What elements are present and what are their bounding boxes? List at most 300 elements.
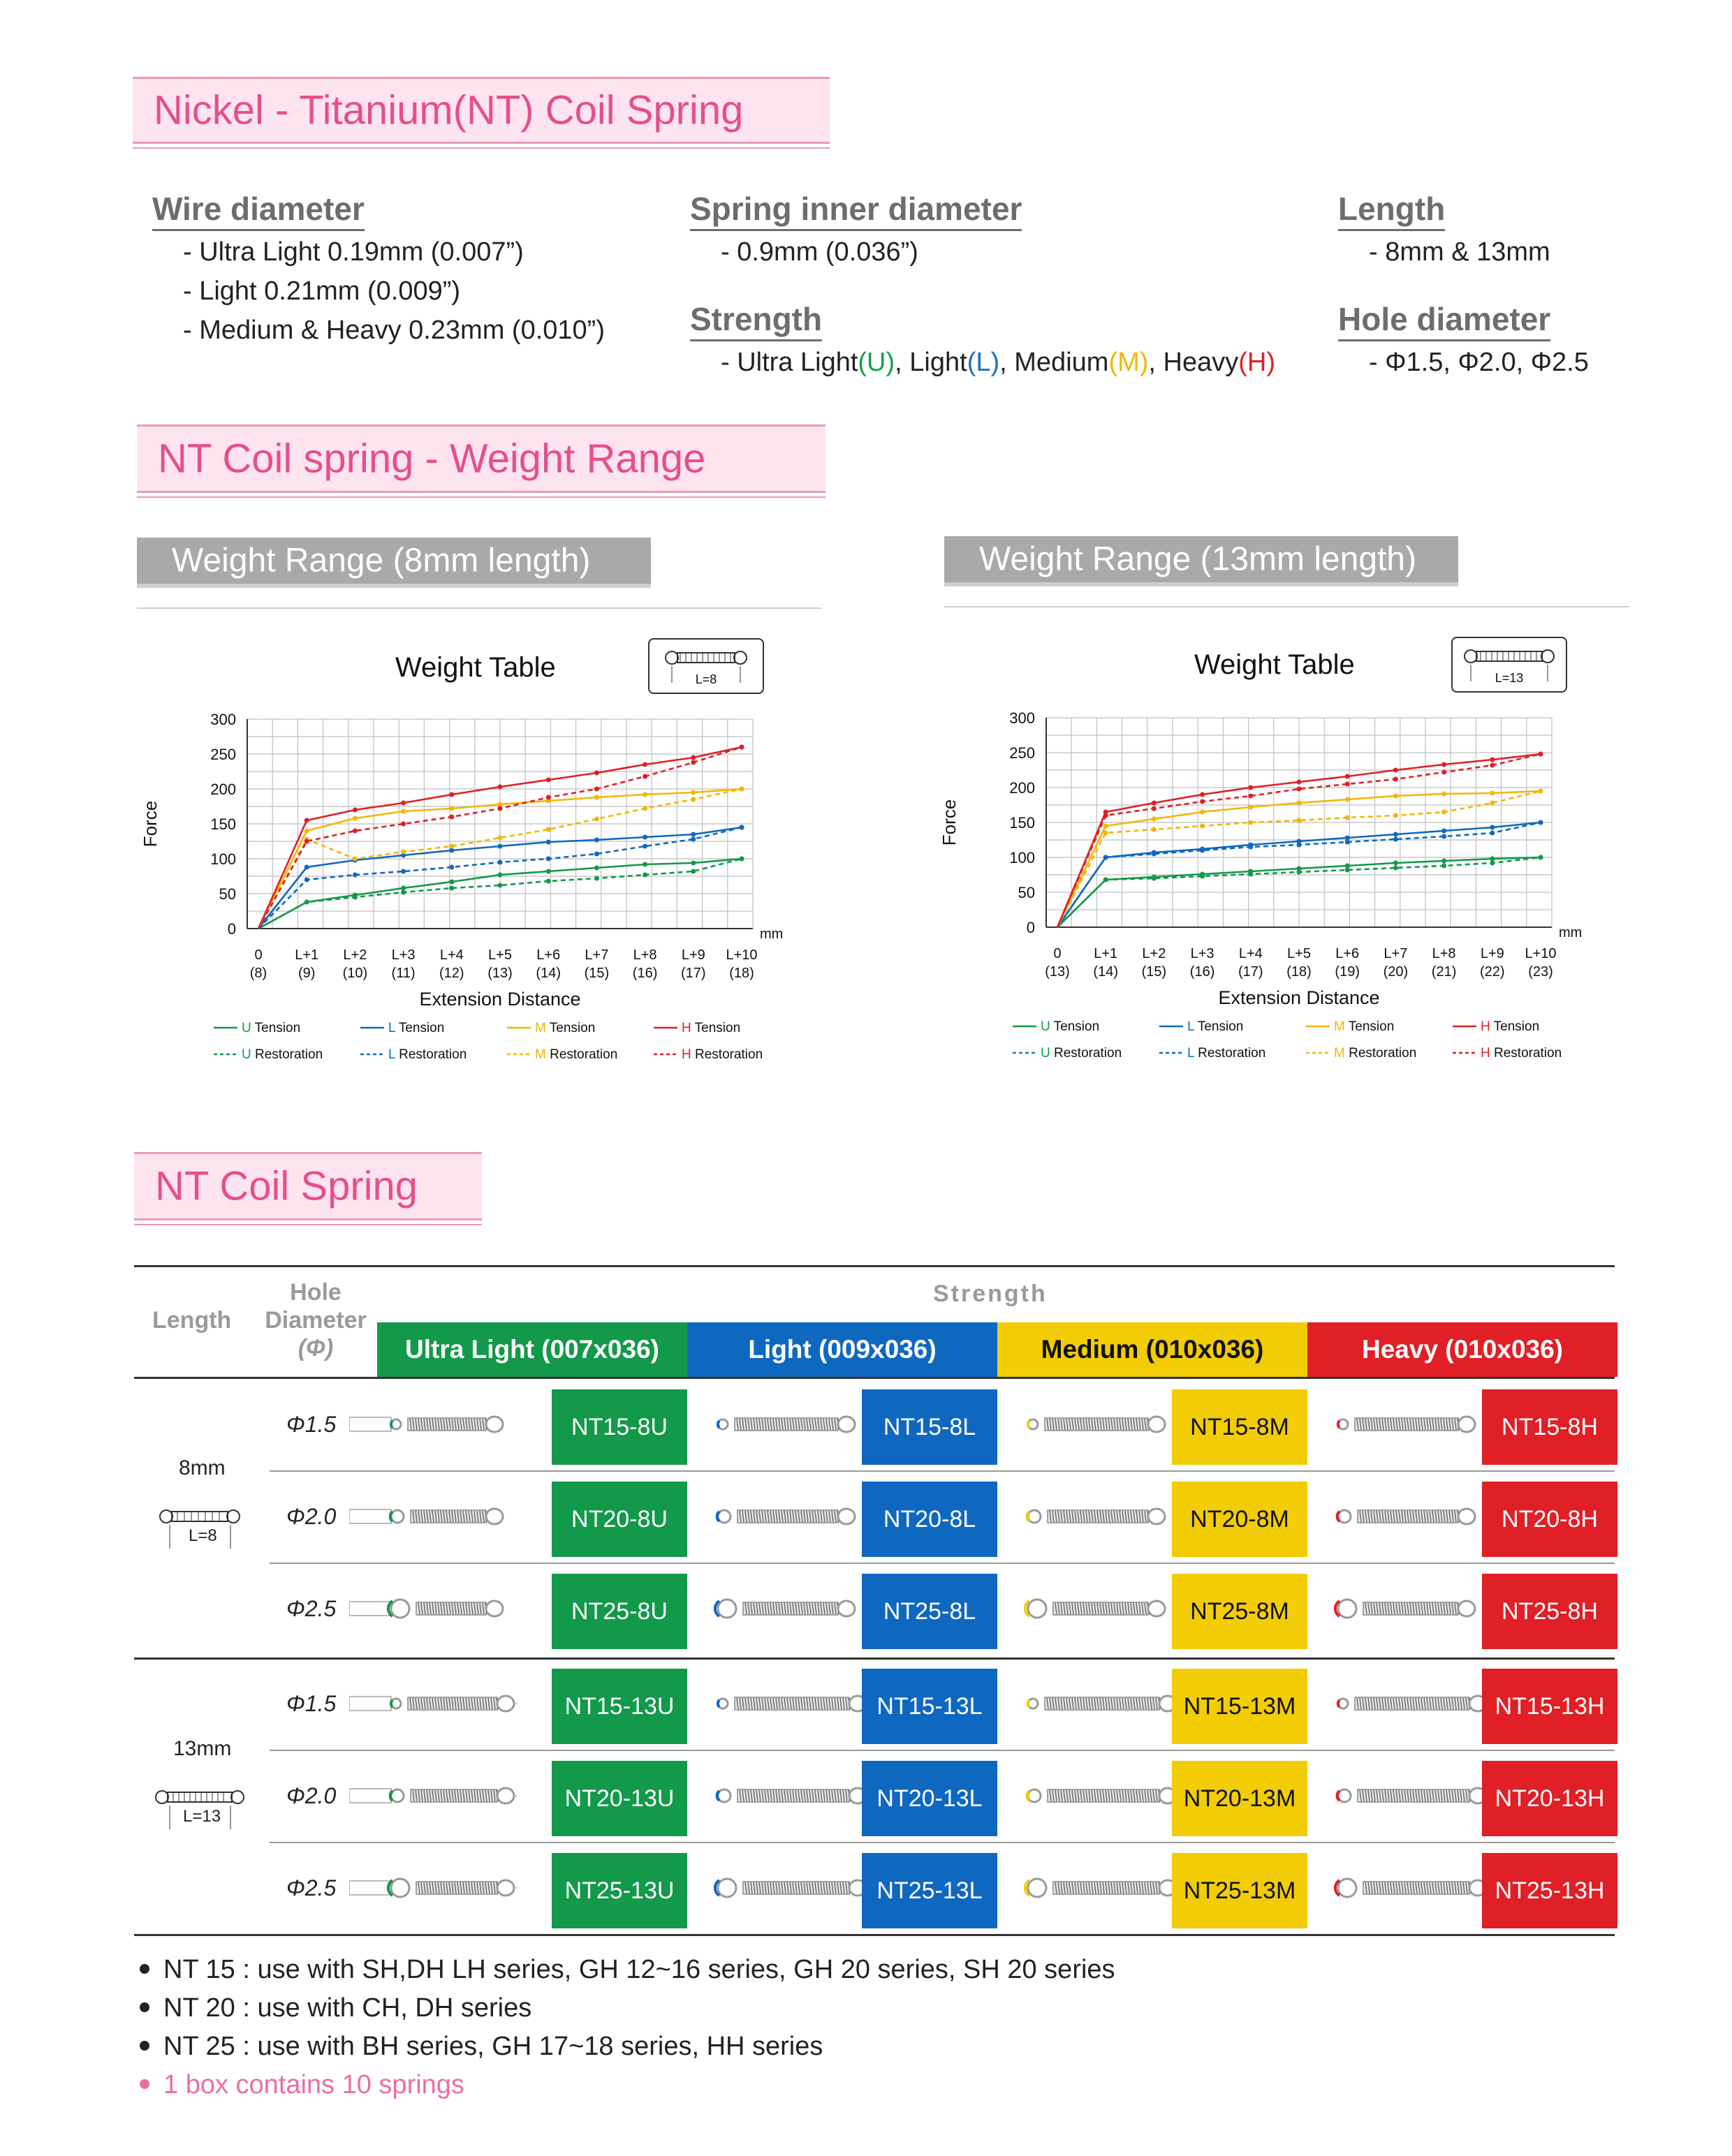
data-point-M bbox=[353, 816, 358, 821]
x-tick-label: L+5 bbox=[1287, 946, 1311, 961]
x-subtick-label: (11) bbox=[391, 966, 416, 981]
weight-chart-8mm bbox=[137, 698, 835, 1089]
data-point-M bbox=[1200, 824, 1205, 829]
length-13-caption: L=13 bbox=[183, 1807, 221, 1826]
data-point-H bbox=[546, 795, 551, 800]
data-point-M bbox=[1345, 797, 1350, 802]
product-code-M: NT25-13M bbox=[1172, 1853, 1307, 1928]
inner-diameter-heading: Spring inner diameter bbox=[690, 190, 1022, 231]
data-point-L bbox=[1103, 855, 1108, 860]
table-bottom-rule bbox=[134, 1934, 1615, 1936]
y-tick-label: 150 bbox=[210, 815, 236, 833]
spring-illustration bbox=[1011, 1757, 1186, 1832]
data-point-L bbox=[1248, 845, 1253, 850]
y-tick-label: 250 bbox=[210, 746, 236, 763]
legend-label: L Restoration bbox=[1187, 1046, 1266, 1061]
x-subtick-label: (17) bbox=[681, 966, 706, 981]
data-point-L bbox=[1152, 852, 1157, 857]
row-divider bbox=[270, 1842, 1615, 1843]
data-point-H bbox=[546, 778, 551, 783]
product-code-H: NT20-8H bbox=[1482, 1482, 1617, 1557]
hole-diameter-label: Φ2.5 bbox=[286, 1875, 337, 1900]
spring-illustration bbox=[1321, 1664, 1496, 1740]
chart-title: Weight Table bbox=[1194, 649, 1355, 680]
data-point-M bbox=[594, 817, 599, 822]
length-13mm-label: 13mm bbox=[173, 1737, 232, 1760]
product-code-U: NT20-8U bbox=[552, 1482, 687, 1557]
data-point-H bbox=[449, 815, 454, 820]
data-point-H bbox=[353, 829, 358, 834]
hole-column-header-2: Diameter bbox=[265, 1307, 367, 1334]
data-point-L bbox=[1490, 825, 1495, 830]
data-point-M bbox=[401, 850, 406, 855]
product-code-U: NT25-13U bbox=[552, 1853, 687, 1928]
data-point-M bbox=[643, 792, 647, 797]
data-point-L bbox=[1441, 834, 1446, 839]
data-point-L bbox=[401, 869, 406, 874]
data-point-H bbox=[740, 745, 744, 750]
product-code-L: NT15-8L bbox=[862, 1389, 997, 1465]
x-subtick-label: (22) bbox=[1480, 964, 1505, 980]
spring-illustration bbox=[1011, 1477, 1186, 1553]
data-point-H bbox=[1248, 794, 1253, 799]
data-point-H bbox=[1441, 770, 1446, 775]
data-point-M bbox=[1441, 792, 1446, 797]
x-subtick-label: (16) bbox=[632, 966, 658, 981]
x-subtick-label: (9) bbox=[298, 966, 316, 981]
legend-label: H Tension bbox=[1481, 1019, 1540, 1034]
data-point-U bbox=[449, 880, 454, 885]
data-point-L bbox=[594, 852, 599, 857]
hole-diameter-label: Φ2.0 bbox=[286, 1504, 337, 1529]
data-point-H bbox=[1539, 752, 1543, 757]
data-point-L bbox=[304, 878, 309, 883]
hole-diameter-line: - Φ1.5, Φ2.0, Φ2.5 bbox=[1369, 348, 1589, 377]
legend-label: U Restoration bbox=[242, 1047, 323, 1062]
data-point-H bbox=[1345, 782, 1350, 787]
x-tick-label: L+3 bbox=[391, 947, 416, 963]
data-point-M bbox=[1539, 789, 1543, 794]
data-point-L bbox=[498, 844, 503, 849]
legend-label: H Restoration bbox=[1481, 1046, 1562, 1061]
legend-label: M Restoration bbox=[1334, 1046, 1417, 1061]
x-subtick-label: (14) bbox=[536, 966, 561, 981]
data-point-U bbox=[643, 873, 647, 878]
divider bbox=[944, 606, 1629, 607]
light-header: Light (009x036) bbox=[687, 1322, 997, 1377]
x-tick-label: L+7 bbox=[585, 947, 609, 963]
data-point-L bbox=[1345, 836, 1350, 841]
product-code-M: NT15-13M bbox=[1172, 1669, 1307, 1744]
section-banner-nt-coil bbox=[134, 1152, 482, 1220]
x-tick-label: L+10 bbox=[726, 947, 758, 963]
data-point-L bbox=[546, 840, 551, 845]
inner-diameter-line: - 0.9mm (0.036”) bbox=[721, 237, 918, 267]
data-point-M bbox=[304, 829, 309, 834]
y-tick-label: 200 bbox=[210, 781, 236, 798]
table-top-rule bbox=[134, 1265, 1615, 1267]
product-code-L: NT15-13L bbox=[862, 1669, 997, 1744]
spring-illustration bbox=[1011, 1664, 1186, 1740]
data-point-M bbox=[1103, 831, 1108, 836]
product-code-U: NT15-8U bbox=[552, 1389, 687, 1465]
spring-length-diagram bbox=[648, 638, 764, 694]
data-point-U bbox=[546, 869, 551, 874]
data-point-M bbox=[498, 836, 503, 841]
data-point-L bbox=[691, 837, 696, 842]
length-8-caption: L=8 bbox=[189, 1526, 217, 1545]
hole-diameter-label: Φ2.5 bbox=[286, 1596, 337, 1621]
data-point-H bbox=[691, 760, 696, 765]
data-point-U bbox=[1345, 864, 1350, 869]
product-code-H: NT15-8H bbox=[1482, 1389, 1617, 1465]
length-column-header: Length bbox=[152, 1307, 232, 1334]
data-point-H bbox=[1297, 787, 1302, 792]
product-code-U: NT15-13U bbox=[552, 1669, 687, 1744]
data-point-U bbox=[1103, 878, 1108, 883]
data-point-H bbox=[1345, 774, 1350, 779]
data-point-M bbox=[1490, 791, 1495, 796]
y-axis-label: Force bbox=[939, 799, 960, 846]
x-subtick-label: (8) bbox=[249, 966, 267, 981]
weight-chart-13mm bbox=[936, 697, 1634, 1088]
spring-illustration bbox=[1321, 1757, 1496, 1832]
product-code-H: NT25-8H bbox=[1482, 1574, 1617, 1649]
x-subtick-label: (15) bbox=[584, 966, 610, 981]
legend-label: H Tension bbox=[682, 1021, 741, 1035]
length-8mm-label: 8mm bbox=[179, 1456, 226, 1479]
data-point-U bbox=[594, 866, 599, 871]
data-point-M bbox=[1248, 805, 1253, 810]
spring-illustration bbox=[1321, 1849, 1496, 1924]
data-point-M bbox=[449, 806, 454, 811]
wire-diameter-line-3: - Medium & Heavy 0.23mm (0.010”) bbox=[183, 316, 605, 345]
data-point-L bbox=[304, 865, 309, 870]
data-point-M bbox=[1152, 817, 1157, 822]
y-tick-label: 200 bbox=[1009, 779, 1035, 797]
spring-illustration bbox=[1321, 1385, 1496, 1461]
data-point-H bbox=[1490, 763, 1495, 768]
data-point-U bbox=[449, 886, 454, 891]
spring-illustration bbox=[349, 1477, 524, 1553]
weight-range-13mm-banner: Weight Range (13mm length) bbox=[944, 536, 1458, 586]
data-point-U bbox=[1490, 861, 1495, 866]
data-point-H bbox=[304, 818, 309, 823]
x-tick-label: L+7 bbox=[1384, 946, 1408, 961]
spring-illustration bbox=[1011, 1570, 1186, 1645]
heavy-header: Heavy (010x036) bbox=[1307, 1322, 1617, 1377]
data-point-M bbox=[1393, 813, 1398, 818]
chart-title: Weight Table bbox=[395, 652, 556, 683]
x-axis-label: Extension Distance bbox=[419, 989, 581, 1010]
data-point-M bbox=[498, 802, 503, 807]
data-point-U bbox=[1200, 874, 1205, 879]
legend-label: H Restoration bbox=[682, 1047, 763, 1062]
data-point-H bbox=[1248, 785, 1253, 790]
product-code-M: NT20-13M bbox=[1172, 1761, 1307, 1836]
bullet-icon bbox=[140, 2041, 149, 2051]
data-point-L bbox=[691, 832, 696, 837]
x-tick-label: L+9 bbox=[1480, 946, 1504, 961]
x-subtick-label: (18) bbox=[729, 966, 754, 981]
spring-illustration bbox=[701, 1757, 876, 1832]
data-point-U bbox=[401, 890, 406, 895]
box-contents-note: 1 box contains 10 springs bbox=[140, 2070, 464, 2100]
wire-diameter-line-1: - Ultra Light 0.19mm (0.007”) bbox=[183, 237, 524, 267]
data-point-U bbox=[498, 873, 503, 878]
data-point-U bbox=[401, 886, 406, 891]
x-subtick-label: (18) bbox=[1286, 964, 1312, 980]
bullet-icon bbox=[140, 2079, 149, 2089]
x-subtick-label: (21) bbox=[1431, 964, 1457, 980]
length-heading: Length bbox=[1338, 190, 1445, 231]
data-point-H bbox=[1200, 799, 1205, 804]
spring-illustration bbox=[1321, 1570, 1496, 1645]
x-tick-label: L+8 bbox=[633, 947, 657, 963]
product-code-U: NT20-13U bbox=[552, 1761, 687, 1836]
data-point-L bbox=[449, 848, 454, 853]
data-point-L bbox=[594, 838, 599, 843]
data-point-H bbox=[1200, 792, 1205, 797]
length-caption: L=8 bbox=[695, 672, 717, 686]
table-group-rule bbox=[134, 1657, 1615, 1660]
data-point-U bbox=[691, 869, 696, 874]
data-point-M bbox=[1345, 815, 1350, 820]
product-code-M: NT25-8M bbox=[1172, 1574, 1307, 1649]
x-subtick-label: (13) bbox=[487, 966, 513, 981]
wire-diameter-heading: Wire diameter bbox=[152, 190, 365, 231]
x-tick-label: L+5 bbox=[488, 947, 512, 963]
x-tick-label: L+1 bbox=[295, 947, 319, 963]
data-point-L bbox=[643, 835, 647, 840]
data-point-U bbox=[594, 876, 599, 881]
data-point-H bbox=[1103, 813, 1108, 818]
x-tick-label: L+8 bbox=[1432, 946, 1456, 961]
spring-illustration bbox=[1011, 1385, 1186, 1461]
y-tick-label: 250 bbox=[1009, 744, 1035, 762]
data-point-U bbox=[643, 862, 647, 867]
legend-label: L Tension bbox=[1187, 1019, 1244, 1034]
data-point-M bbox=[1200, 810, 1205, 815]
data-point-U bbox=[740, 857, 744, 862]
y-tick-label: 100 bbox=[1009, 849, 1035, 866]
legend-label: U Tension bbox=[242, 1021, 301, 1035]
spring-illustration bbox=[1321, 1477, 1496, 1553]
spring-illustration bbox=[701, 1570, 876, 1645]
section-banner-weight-range bbox=[137, 424, 825, 493]
data-point-L bbox=[1539, 820, 1543, 825]
x-unit-label: mm bbox=[1559, 925, 1583, 940]
data-point-H bbox=[498, 806, 503, 811]
section-title: NT Coil spring - Weight Range bbox=[158, 436, 706, 482]
section-title: NT Coil Spring bbox=[155, 1163, 418, 1209]
hole-diameter-heading: Hole diameter bbox=[1338, 300, 1550, 341]
spring-illustration bbox=[701, 1385, 876, 1461]
data-point-L bbox=[546, 857, 551, 862]
data-point-H bbox=[304, 839, 309, 844]
product-code-H: NT20-13H bbox=[1482, 1761, 1617, 1836]
data-point-L bbox=[643, 844, 647, 849]
x-subtick-label: (14) bbox=[1093, 964, 1118, 980]
data-point-U bbox=[1490, 857, 1495, 862]
strength-header: Strength bbox=[933, 1280, 1048, 1307]
data-point-U bbox=[498, 883, 503, 888]
x-subtick-label: (13) bbox=[1045, 964, 1070, 980]
hole-diameter-label: Φ1.5 bbox=[286, 1691, 337, 1716]
length-caption: L=13 bbox=[1495, 671, 1524, 685]
x-tick-label: L+6 bbox=[536, 947, 561, 963]
legend-label: M Restoration bbox=[535, 1047, 618, 1062]
x-tick-label: L+4 bbox=[1238, 946, 1263, 961]
section-title: Nickel - Titanium(NT) Coil Spring bbox=[154, 87, 744, 133]
spring-illustration bbox=[701, 1664, 876, 1740]
data-point-H bbox=[643, 774, 647, 779]
product-code-L: NT25-8L bbox=[862, 1574, 997, 1649]
hole-column-header: Hole bbox=[290, 1279, 342, 1306]
y-tick-label: 0 bbox=[227, 920, 236, 938]
y-tick-label: 50 bbox=[1018, 884, 1035, 901]
x-tick-label: 0 bbox=[1053, 946, 1062, 961]
y-axis-label: Force bbox=[140, 800, 161, 848]
legend-label: L Restoration bbox=[388, 1047, 467, 1062]
data-point-U bbox=[353, 895, 358, 900]
x-tick-label: L+2 bbox=[343, 947, 367, 963]
data-point-M bbox=[643, 806, 647, 811]
spring-illustration bbox=[349, 1664, 524, 1740]
data-point-M bbox=[449, 844, 454, 849]
data-point-U bbox=[1248, 872, 1253, 877]
data-point-H bbox=[691, 755, 696, 760]
data-point-L bbox=[1297, 843, 1302, 848]
note-nt15: NT 15 : use with SH,DH LH series, GH 12~16 series, GH 20 series, SH 20 series bbox=[140, 1955, 1115, 1985]
x-tick-label: L+9 bbox=[681, 947, 705, 963]
data-point-M bbox=[594, 795, 599, 800]
spring-illustration bbox=[349, 1849, 524, 1924]
y-tick-label: 300 bbox=[210, 711, 236, 728]
product-code-M: NT20-8M bbox=[1172, 1482, 1307, 1557]
product-code-L: NT25-13L bbox=[862, 1853, 997, 1928]
product-code-U: NT25-8U bbox=[552, 1574, 687, 1649]
data-point-U bbox=[1539, 855, 1543, 860]
data-point-L bbox=[1393, 837, 1398, 842]
strength-line: - Ultra Light(U), Light(L), Medium(M), Heavy(H) bbox=[721, 348, 1275, 377]
x-subtick-label: (12) bbox=[439, 966, 464, 981]
spring-illustration bbox=[349, 1385, 524, 1461]
product-code-L: NT20-8L bbox=[862, 1482, 997, 1557]
x-unit-label: mm bbox=[760, 926, 784, 942]
data-point-U bbox=[546, 879, 551, 884]
data-point-H bbox=[401, 801, 406, 806]
data-point-L bbox=[1345, 840, 1350, 845]
divider bbox=[137, 607, 821, 609]
data-point-L bbox=[498, 860, 503, 865]
bullet-icon bbox=[140, 2002, 149, 2012]
row-divider bbox=[270, 1470, 1615, 1472]
x-subtick-label: (10) bbox=[342, 966, 368, 981]
hole-diameter-label: Φ2.0 bbox=[286, 1783, 337, 1808]
data-point-U bbox=[691, 861, 696, 866]
row-divider bbox=[270, 1563, 1615, 1564]
y-tick-label: 100 bbox=[210, 850, 236, 868]
table-header-rule bbox=[134, 1377, 1615, 1379]
data-point-U bbox=[1152, 876, 1157, 881]
data-point-M bbox=[1490, 801, 1495, 806]
data-point-U bbox=[304, 900, 309, 905]
data-point-M bbox=[401, 809, 406, 814]
data-point-U bbox=[1297, 870, 1302, 875]
data-point-H bbox=[1490, 758, 1495, 762]
data-point-M bbox=[1248, 820, 1253, 825]
strength-heading: Strength bbox=[690, 300, 822, 341]
note-nt25: NT 25 : use with BH series, GH 17~18 series, HH series bbox=[140, 2032, 823, 2062]
data-point-M bbox=[546, 827, 551, 832]
legend-label: U Restoration bbox=[1041, 1046, 1122, 1061]
row-divider bbox=[270, 1750, 1615, 1751]
data-point-H bbox=[401, 822, 406, 827]
y-tick-label: 300 bbox=[1009, 709, 1035, 727]
section-banner-nt-coil-spring bbox=[133, 77, 830, 144]
data-point-L bbox=[1200, 848, 1205, 853]
x-subtick-label: (16) bbox=[1189, 964, 1215, 980]
legend-label: M Tension bbox=[535, 1021, 596, 1035]
data-point-H bbox=[643, 762, 647, 767]
data-point-M bbox=[1393, 794, 1398, 799]
data-point-H bbox=[1393, 777, 1398, 782]
x-subtick-label: (20) bbox=[1383, 964, 1409, 980]
data-point-H bbox=[1441, 762, 1446, 767]
data-point-M bbox=[691, 797, 696, 802]
data-point-U bbox=[1345, 868, 1350, 873]
medium-header: Medium (010x036) bbox=[997, 1322, 1307, 1377]
legend-label: L Tension bbox=[388, 1021, 445, 1035]
data-point-H bbox=[449, 792, 454, 797]
data-point-L bbox=[1393, 832, 1398, 837]
wire-diameter-line-2: - Light 0.21mm (0.009”) bbox=[183, 276, 461, 306]
x-tick-label: L+4 bbox=[439, 947, 464, 963]
x-tick-label: L+6 bbox=[1335, 946, 1360, 961]
spring-illustration bbox=[701, 1849, 876, 1924]
data-point-L bbox=[353, 873, 358, 878]
data-point-H bbox=[1152, 806, 1157, 811]
data-point-H bbox=[594, 787, 599, 792]
data-point-L bbox=[740, 825, 744, 830]
data-point-M bbox=[1441, 810, 1446, 815]
data-point-U bbox=[1393, 861, 1398, 866]
data-point-H bbox=[1393, 768, 1398, 773]
x-tick-label: L+10 bbox=[1525, 946, 1557, 961]
x-subtick-label: (23) bbox=[1528, 964, 1553, 980]
spring-illustration bbox=[349, 1570, 524, 1645]
hole-column-header-3: (Φ) bbox=[298, 1335, 334, 1361]
x-subtick-label: (17) bbox=[1238, 964, 1263, 980]
note-nt20: NT 20 : use with CH, DH series bbox=[140, 1993, 531, 2023]
product-code-M: NT15-8M bbox=[1172, 1389, 1307, 1465]
legend-label: U Tension bbox=[1041, 1019, 1100, 1034]
data-point-U bbox=[1393, 866, 1398, 871]
x-subtick-label: (19) bbox=[1335, 964, 1360, 980]
data-point-U bbox=[1441, 864, 1446, 869]
x-tick-label: L+2 bbox=[1142, 946, 1166, 961]
x-tick-label: L+3 bbox=[1190, 946, 1214, 961]
product-code-H: NT15-13H bbox=[1482, 1669, 1617, 1744]
bullet-icon bbox=[140, 1964, 149, 1974]
y-tick-label: 50 bbox=[219, 885, 236, 903]
data-point-H bbox=[1152, 801, 1157, 806]
data-point-H bbox=[594, 771, 599, 776]
weight-range-8mm-banner: Weight Range (8mm length) bbox=[137, 538, 651, 588]
data-point-M bbox=[691, 790, 696, 795]
data-point-L bbox=[449, 865, 454, 870]
